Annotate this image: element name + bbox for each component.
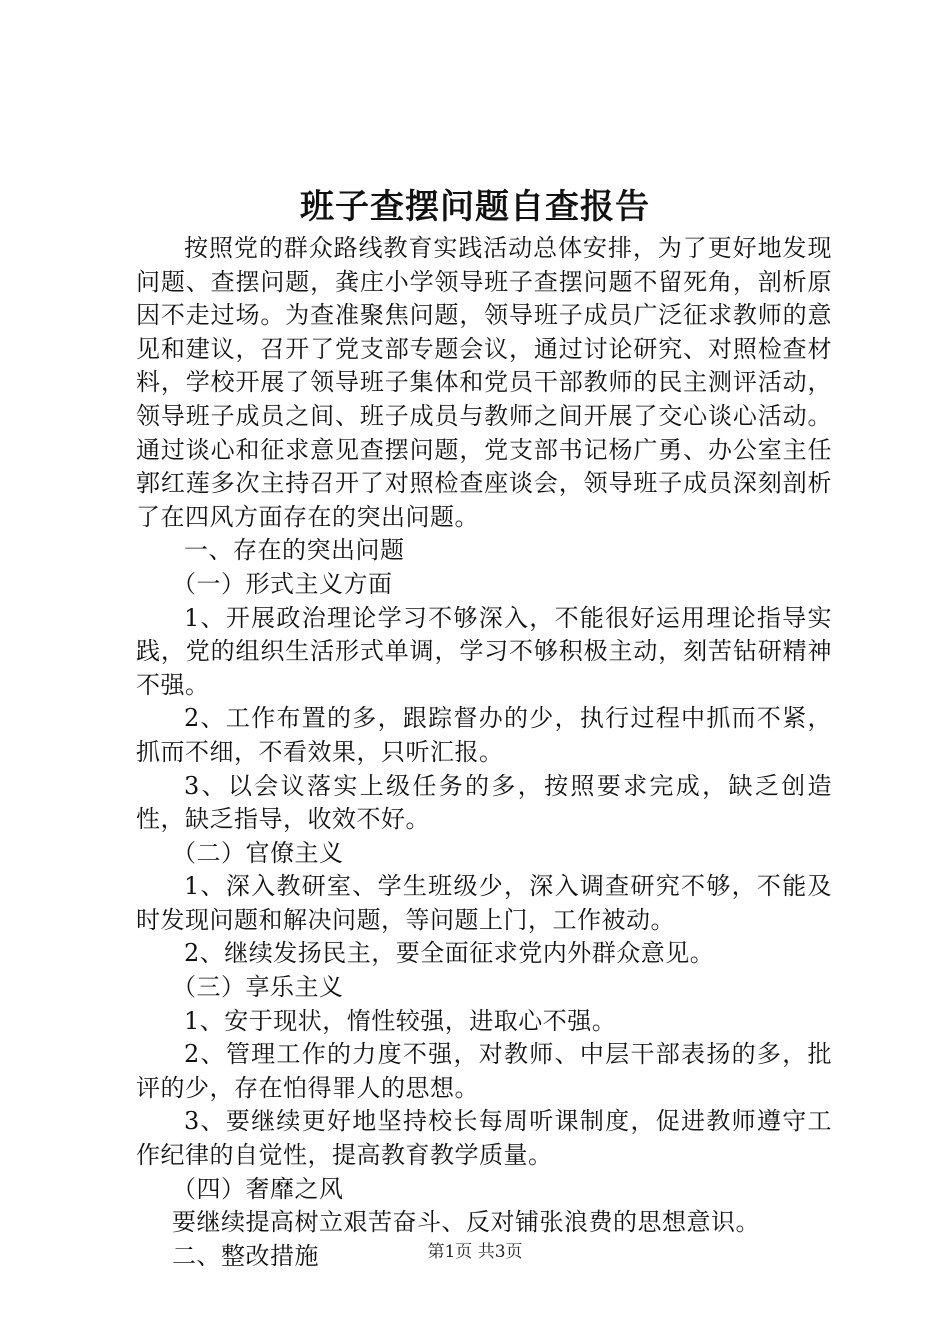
subsection-heading-formalism: （一）形式主义方面 [172, 569, 393, 598]
list-item: 要继续提高树立艰苦奋斗、反对铺张浪费的思想意识。 [172, 1208, 760, 1237]
list-item: 3、以会议落实上级任务的多，按照要求完成，缺乏创造性，缺乏指导，收效不好。 [136, 771, 832, 834]
list-item: 1、安于现状，惰性较强，进取心不强。 [184, 1006, 617, 1035]
list-item: 2、管理工作的力度不强，对教师、中层干部表扬的多，批评的少，存在怕得罪人的思想。 [136, 1040, 832, 1102]
list-item: 1、深入教研室、学生班级少，深入调查研究不够，不能及时发现问题和解决问题，等问题上门，工作被动。 [136, 872, 832, 934]
list-item: 2、工作布置的多，跟踪督办的少，执行过程中抓而不紧，抓而不细，不看效果，只听汇报。 [136, 704, 832, 766]
section-heading-problems: 一、存在的突出问题 [184, 536, 405, 565]
section-heading-rectification: 二、整改措施 [172, 1241, 319, 1270]
list-item: 3、要继续更好地坚持校长每周听课制度，促进教师遵守工作纪律的自觉性，提高教育教学质量。 [136, 1107, 832, 1170]
list-item: 2、继续发扬民主，要全面征求党内外群众意见。 [184, 939, 715, 968]
document-body [136, 232, 832, 1273]
page-footer: 第1页 共3页 [427, 1242, 523, 1262]
intro-paragraph: 按照党的群众路线教育实践活动总体安排，为了更好地发现问题、查摆问题，龚庄小学领导班子查摆问题不留死角，剖析原因不走过场。为查准聚焦问题，领导班子成员广泛征求教师的意见和建议，召开了党支部专题会议，通过讨论研究、对照检查材料，学校开展了领导班子集体和党员干部教师的民主测评活动，领导班子成员之间、班子成员与教师之间开展了交心谈心活动。通过谈心和征求意见查摆问题，党支部书记杨广勇、办公室主任郭红莲多次主持召开了对照检查座谈会，领导班子成员深刻剖析了在四风方面存在的突出问题。 [136, 234, 832, 531]
subsection-heading-bureaucracy: （二）官僚主义 [172, 838, 344, 867]
subsection-heading-extravagance: （四）奢靡之风 [172, 1174, 344, 1203]
subsection-heading-hedonism: （三）享乐主义 [172, 973, 344, 1002]
list-item: 1、开展政治理论学习不够深入，不能很好运用理论指导实践，党的组织生活形式单调，学习不够积极主动，刻苦钻研精神不强。 [136, 603, 832, 699]
document-title: 班子查摆问题自查报告 [300, 187, 650, 227]
